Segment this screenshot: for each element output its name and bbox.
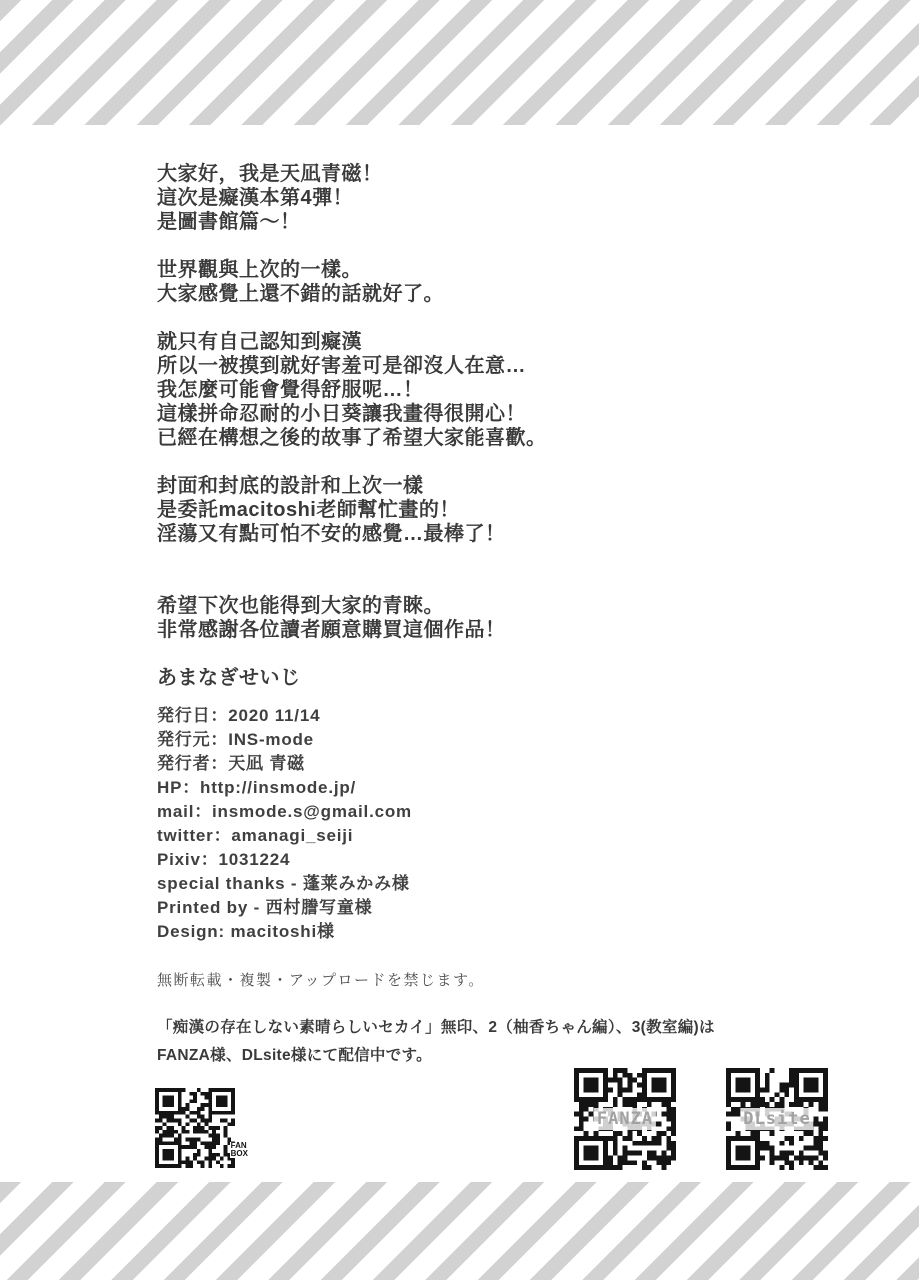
text-line: 発行者：天凪 青磁 <box>157 754 305 773</box>
colophon <box>157 704 412 944</box>
dlsite-label: DLsite <box>740 1108 813 1130</box>
text-line: FAN <box>230 1141 247 1150</box>
text-line: 所以一被摸到就好害羞可是卻沒人在意… <box>157 355 526 377</box>
text-line: Pixiv：1031224 <box>157 850 291 869</box>
afterword-paragraph-5 <box>157 594 506 642</box>
text-line: HP：http://insmode.jp/ <box>157 778 357 797</box>
text-line: 発行元：INS-mode <box>157 730 314 749</box>
bottom-stripe-band <box>0 1182 919 1280</box>
top-stripe-band <box>0 0 919 125</box>
distribution-info <box>157 1014 715 1070</box>
text-line: 淫蕩又有點可怕不安的感覺…最棒了！ <box>157 523 506 545</box>
text-line: FANZA様、DLsite様にて配信中です。 <box>157 1047 432 1064</box>
afterword-paragraph-3 <box>157 330 547 450</box>
fanbox-caption <box>230 1142 249 1158</box>
text-line: 這次是癡漢本第4彈！ <box>157 187 354 209</box>
text-line: BOX <box>230 1149 248 1158</box>
afterword-paragraph-2 <box>157 258 444 306</box>
text-line: 発行日：2020 11/14 <box>157 706 321 725</box>
copyright-notice: 無断転載・複製・アップロードを禁じます。 <box>157 971 485 989</box>
text-line: 是圖書館篇～！ <box>157 211 301 233</box>
text-line: 是委託macitoshi老師幫忙畫的！ <box>157 499 460 521</box>
text-line: 封面和封底的設計和上次一樣 <box>157 475 424 497</box>
text-line: twitter：amanagi_seiji <box>157 826 354 845</box>
text-line: 就只有自己認知到癡漢 <box>157 331 362 353</box>
text-line: 非常感謝各位讀者願意購買這個作品！ <box>157 619 506 641</box>
text-line: 「痴漢の存在しない素晴らしいセカイ」無印、2（柚香ちゃん編）、3(教室編)は <box>157 1019 715 1036</box>
text-line: 希望下次也能得到大家的青睞。 <box>157 595 444 617</box>
text-line: Printed by - 西村謄写童様 <box>157 898 373 917</box>
text-line: 已經在構想之後的故事了希望大家能喜歡。 <box>157 427 547 449</box>
text-line: 這樣拼命忍耐的小日葵讓我畫得很開心！ <box>157 403 526 425</box>
text-line: 世界觀與上次的一樣。 <box>157 259 362 281</box>
text-line: 大家好，我是天凪青磁！ <box>157 163 383 185</box>
afterword-paragraph-4 <box>157 474 506 546</box>
text-line: 我怎麼可能會覺得舒服呢…！ <box>157 379 424 401</box>
afterword-paragraph-1 <box>157 162 383 234</box>
text-line: 大家感覺上還不錯的話就好了。 <box>157 283 444 305</box>
qr-code-fanbox <box>155 1088 248 1168</box>
text-line: special thanks - 蓬莱みかみ様 <box>157 874 410 893</box>
author-signature: あまなぎせいじ <box>157 667 301 689</box>
text-line: mail：insmode.s@gmail.com <box>157 802 412 821</box>
qr-pattern <box>155 1088 235 1168</box>
text-line: Design: macitoshi様 <box>157 922 335 941</box>
fanza-label: FANZA <box>594 1108 656 1130</box>
qr-code-dlsite <box>726 1068 828 1170</box>
qr-code-fanza <box>574 1068 676 1170</box>
